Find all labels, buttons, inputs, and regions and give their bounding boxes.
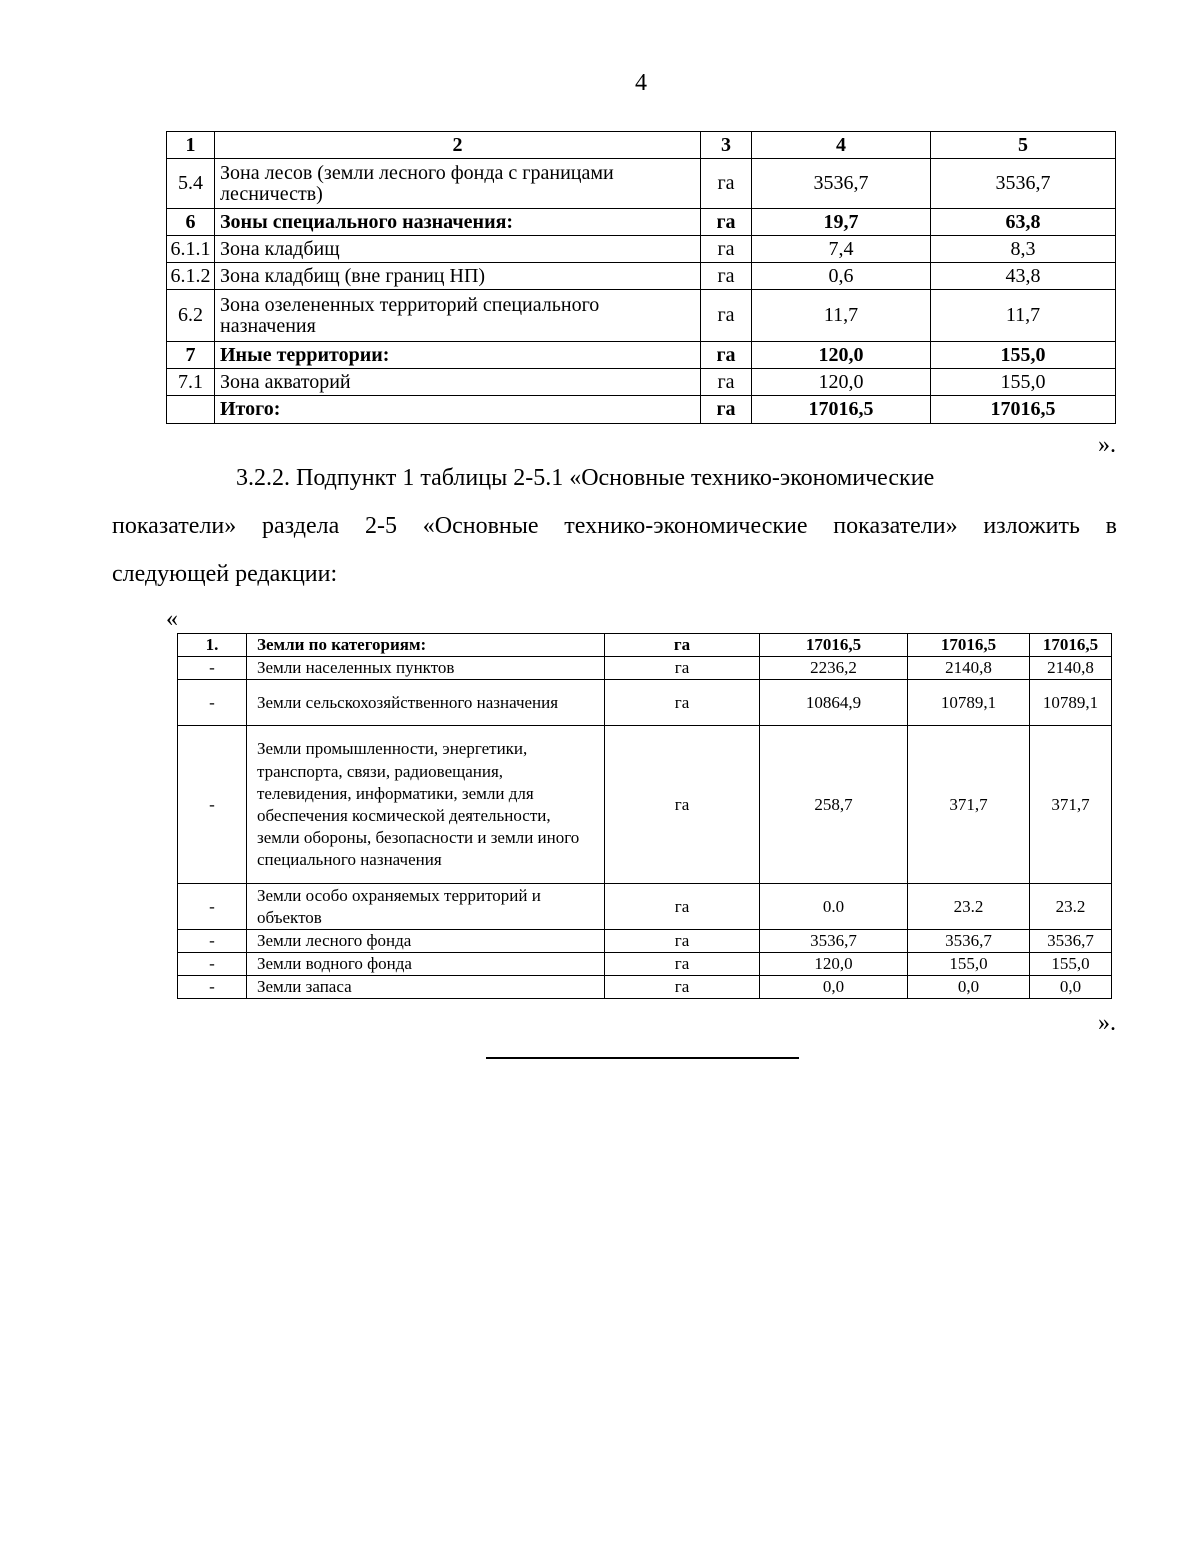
row-unit: га [701, 396, 752, 424]
table-header-row [167, 132, 1116, 159]
row-number: 6 [167, 209, 215, 236]
row-value-existing: 258,7 [760, 726, 908, 884]
table-row [167, 263, 1116, 290]
table-row [178, 726, 1112, 884]
row-value-estimated: 371,7 [1030, 726, 1112, 884]
row-unit: га [605, 680, 760, 726]
row-value-existing: 17016,5 [760, 634, 908, 657]
row-value-planned: 17016,5 [931, 396, 1116, 424]
row-number: 6.1.2 [167, 263, 215, 290]
table-row [167, 236, 1116, 263]
row-value-existing: 0.0 [760, 884, 908, 930]
row-number: - [178, 657, 247, 680]
row-value-existing: 0,0 [760, 976, 908, 999]
table-row [167, 290, 1116, 342]
table-row [178, 884, 1112, 930]
row-name: Зона акваторий [215, 369, 701, 396]
row-value-first-stage: 10789,1 [908, 680, 1030, 726]
closing-quote: ». [1098, 432, 1116, 458]
row-unit: га [605, 884, 760, 930]
row-value-estimated: 17016,5 [1030, 634, 1112, 657]
row-value-existing: 2236,2 [760, 657, 908, 680]
row-name: Земли по категориям: [247, 634, 605, 657]
row-value-estimated: 0,0 [1030, 976, 1112, 999]
row-value-first-stage: 23.2 [908, 884, 1030, 930]
table-row [167, 159, 1116, 209]
row-value-planned: 63,8 [931, 209, 1116, 236]
row-value-existing: 0,6 [752, 263, 931, 290]
row-name: Зона кладбищ [215, 236, 701, 263]
row-number: - [178, 976, 247, 999]
row-value-first-stage: 155,0 [908, 953, 1030, 976]
row-value-first-stage: 3536,7 [908, 930, 1030, 953]
table-total-row [167, 396, 1116, 424]
header-cell: 5 [931, 132, 1116, 159]
row-unit: га [701, 290, 752, 342]
paragraph-line: 3.2.2. Подпункт 1 таблицы 2-5.1 «Основные технико-экономические [236, 465, 935, 491]
row-unit: га [605, 976, 760, 999]
table-row [167, 209, 1116, 236]
header-cell: 4 [752, 132, 931, 159]
row-value-first-stage: 2140,8 [908, 657, 1030, 680]
row-unit: га [605, 726, 760, 884]
table-row [178, 680, 1112, 726]
row-value-planned: 8,3 [931, 236, 1116, 263]
row-value-first-stage: 17016,5 [908, 634, 1030, 657]
row-number: - [178, 726, 247, 884]
row-name: Земли запаса [247, 976, 605, 999]
row-value-estimated: 10789,1 [1030, 680, 1112, 726]
row-unit: га [701, 342, 752, 369]
row-unit: га [605, 930, 760, 953]
row-name: Зона кладбищ (вне границ НП) [215, 263, 701, 290]
row-unit: га [605, 953, 760, 976]
row-value-estimated: 2140,8 [1030, 657, 1112, 680]
opening-quote: « [166, 606, 178, 632]
row-unit: га [701, 209, 752, 236]
table-row [178, 930, 1112, 953]
row-number: 5.4 [167, 159, 215, 209]
header-cell: 2 [215, 132, 701, 159]
row-number: - [178, 930, 247, 953]
zones-table [166, 131, 1116, 424]
table-row [167, 369, 1116, 396]
row-value-existing: 17016,5 [752, 396, 931, 424]
row-value-first-stage: 371,7 [908, 726, 1030, 884]
row-name: Земли населенных пунктов [247, 657, 605, 680]
row-unit: га [605, 634, 760, 657]
row-unit: га [605, 657, 760, 680]
row-number: - [178, 680, 247, 726]
row-value-estimated: 23.2 [1030, 884, 1112, 930]
row-value-existing: 10864,9 [760, 680, 908, 726]
paragraph-line: следующей редакции: [112, 561, 338, 587]
header-cell: 3 [701, 132, 752, 159]
row-number: - [178, 884, 247, 930]
row-value-estimated: 155,0 [1030, 953, 1112, 976]
row-unit: га [701, 159, 752, 209]
row-value-existing: 120,0 [760, 953, 908, 976]
row-value-existing: 11,7 [752, 290, 931, 342]
row-name: Земли промышленности, энергетики, транспорта, связи, радиовещания, телевидения, информатики, земли для обеспечения космической деятельности, земли обороны, безопасности и земли иного специального назначения [247, 726, 605, 884]
row-value-existing: 120,0 [752, 342, 931, 369]
row-unit: га [701, 263, 752, 290]
row-name: Земли водного фонда [247, 953, 605, 976]
row-value-planned: 43,8 [931, 263, 1116, 290]
row-number: 1. [178, 634, 247, 657]
end-rule [486, 1057, 799, 1059]
row-name: Земли сельскохозяйственного назначения [247, 680, 605, 726]
table-row [178, 953, 1112, 976]
table-row [167, 342, 1116, 369]
row-name: Зоны специального назначения: [215, 209, 701, 236]
row-value-existing: 3536,7 [752, 159, 931, 209]
row-name: Зона озелененных территорий специального назначения [215, 290, 701, 342]
row-value-planned: 11,7 [931, 290, 1116, 342]
row-number: 6.1.1 [167, 236, 215, 263]
row-value-existing: 3536,7 [760, 930, 908, 953]
row-value-existing: 19,7 [752, 209, 931, 236]
row-number: 7 [167, 342, 215, 369]
row-value-estimated: 3536,7 [1030, 930, 1112, 953]
paragraph-line: показатели» раздела 2-5 «Основные технико-экономические показатели» изложить в [112, 513, 1117, 539]
row-number: 7.1 [167, 369, 215, 396]
table-row [178, 657, 1112, 680]
closing-quote: ». [1098, 1010, 1116, 1036]
row-value-planned: 155,0 [931, 342, 1116, 369]
row-name: Иные территории: [215, 342, 701, 369]
row-name: Земли особо охраняемых территорий и объектов [247, 884, 605, 930]
row-name: Итого: [215, 396, 701, 424]
table-row [178, 634, 1112, 657]
row-value-planned: 155,0 [931, 369, 1116, 396]
row-value-existing: 120,0 [752, 369, 931, 396]
row-value-existing: 7,4 [752, 236, 931, 263]
row-name: Земли лесного фонда [247, 930, 605, 953]
indicators-table [177, 633, 1112, 999]
table-row [178, 976, 1112, 999]
page-number: 4 [635, 70, 647, 96]
row-unit: га [701, 369, 752, 396]
row-number: - [178, 953, 247, 976]
row-value-first-stage: 0,0 [908, 976, 1030, 999]
row-number: 6.2 [167, 290, 215, 342]
amendment-paragraph [112, 454, 1117, 598]
row-unit: га [701, 236, 752, 263]
row-name: Зона лесов (земли лесного фонда с границами лесничеств) [215, 159, 701, 209]
row-value-planned: 3536,7 [931, 159, 1116, 209]
header-cell: 1 [167, 132, 215, 159]
row-number [167, 396, 215, 424]
